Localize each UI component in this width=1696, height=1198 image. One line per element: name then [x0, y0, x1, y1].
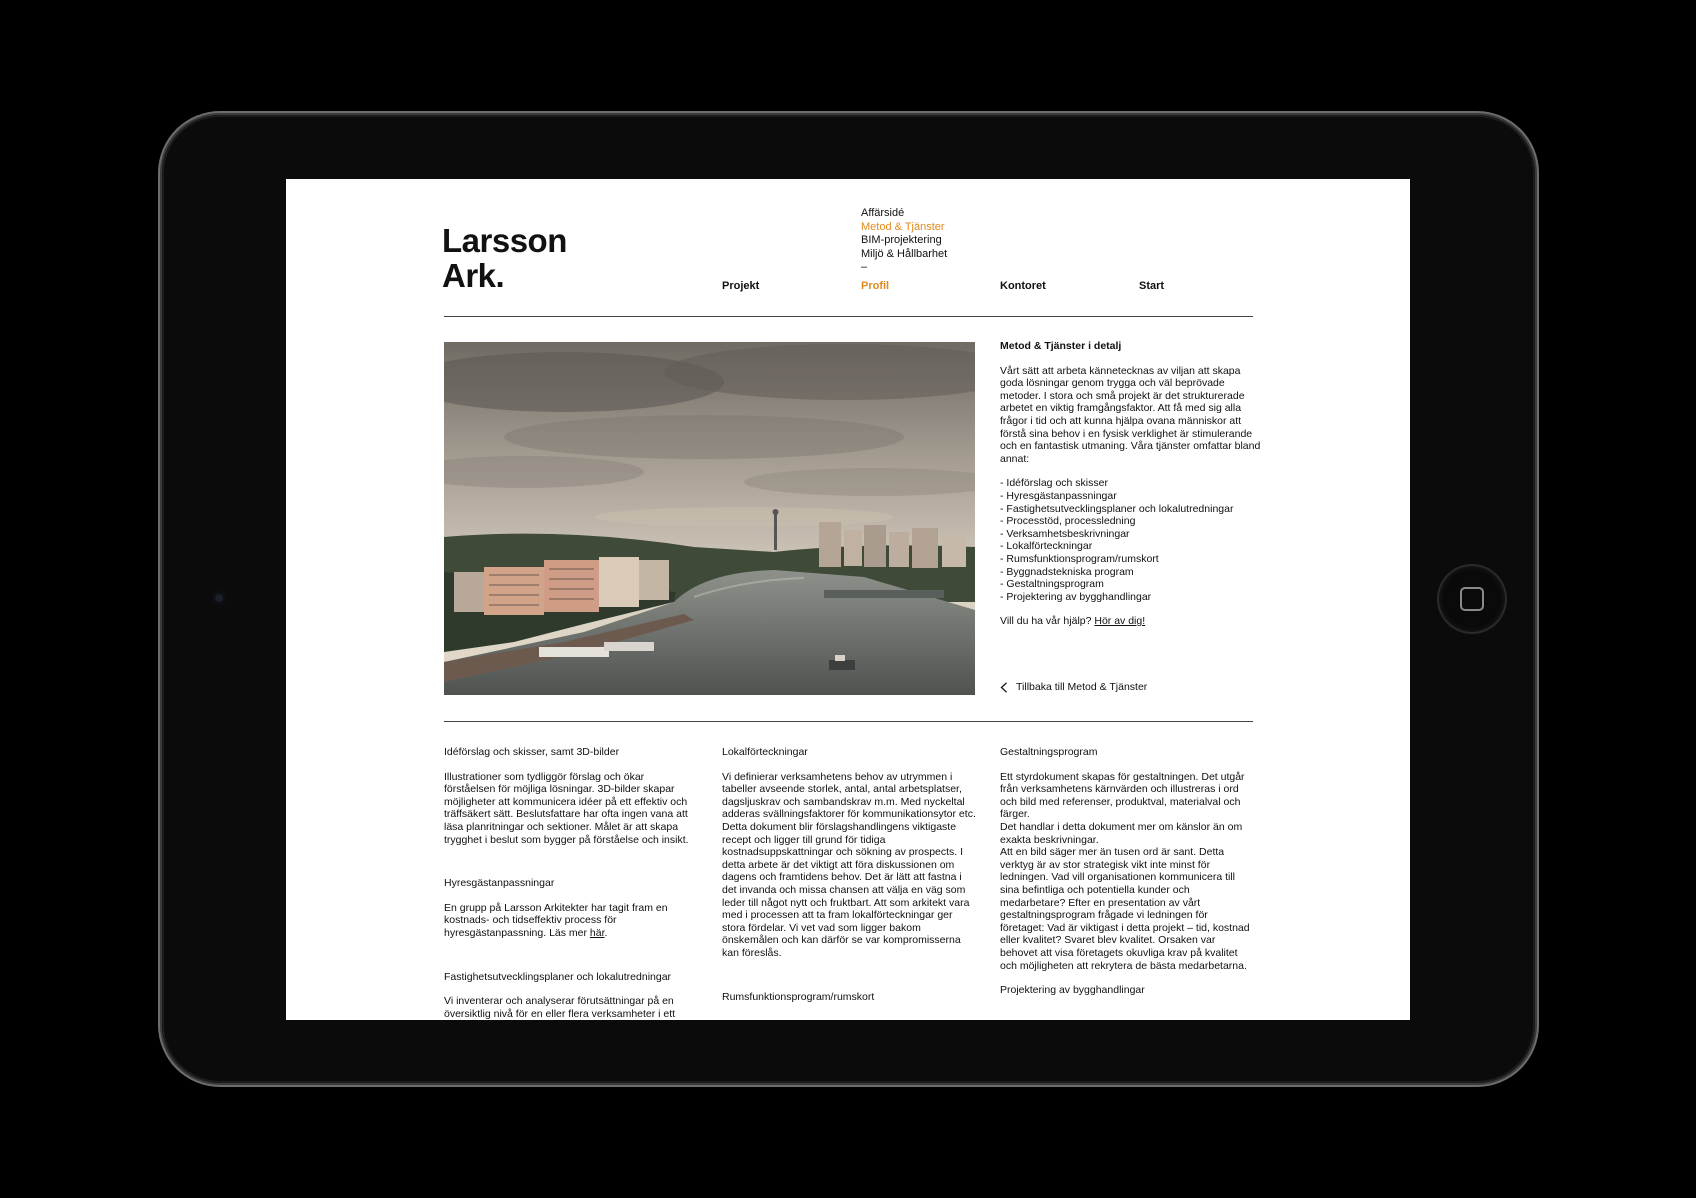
subnav-item-bim[interactable]: BIM-projektering [861, 234, 942, 246]
subnav-dash: – [861, 261, 868, 273]
nav-projekt[interactable]: Projekt [722, 280, 760, 292]
subnav-item-miljo[interactable]: Miljö & Hållbarhet [861, 247, 948, 260]
list-item: - Hyresgästanpassningar [1000, 489, 1117, 502]
section-title: Projektering av bygghandlingar [1000, 984, 1145, 997]
list-item: - Projektering av bygghandlingar [1000, 590, 1152, 603]
header-divider [444, 316, 1253, 317]
section-title: Gestaltningsprogram [1000, 746, 1098, 758]
section-title: Idéförslag och skisser, samt 3D-bilder [444, 746, 620, 758]
list-item: - Processtöd, processledning [1000, 515, 1136, 528]
nav-profil[interactable]: Profil [861, 280, 890, 292]
sub-navigation [861, 207, 947, 275]
contact-link[interactable]: Hör av dig! [1094, 615, 1146, 628]
screen [286, 179, 1410, 1020]
service-intro: Vårt sätt att arbeta kännetecknas av viljan att skapa goda lösningar genom trygga och väl beprövade metoder. I stora och små projekt är det strukturerade arbetet en viktig framgångsfaktor. Att få med sig alla frågor i tid och att kunna hjälpa ovana människor att förstå sina behov i en fysisk verklighet är stimulerande och en fantastisk utmaning. Våra tjänster omfattar bland annat: [1000, 364, 1261, 465]
logo[interactable] [442, 223, 567, 293]
section-body: Ett styrdokument skapas för gestaltningen. Det utgår från verksamhetens kärnvärden och illustreras i ord och bild med referenser, produktval, materialval och färger. [1000, 770, 1245, 821]
column-2 [722, 746, 976, 1015]
back-link-label: Tillbaka till Metod & Tjänster [1016, 681, 1148, 693]
list-item: - Byggnadstekniska program [1000, 565, 1134, 578]
list-item: - Verksamhetsbeskrivningar [1000, 527, 1130, 540]
camera-lens [212, 591, 226, 605]
chevron-left-icon [1000, 682, 1008, 693]
section-body: Detta dokument blir förslagshandlingens viktigaste recept och ligger till grund för tidiga kostnadsuppskattningar och sökning av prospects. I detta arbete är det viktigt att föra diskussionen om dagens och framtidens behov. Det är lätt att fastna i det invanda och missa chansen att välja en väg som leder till något nytt och fruktbart. Att som arkitekt vara med i processen att ta fram lokalförteckningar ger stora fördelar. Vi vet vad som ligger bakom önskemålen och kan därför se var kompromisserna kan föreslås. [722, 820, 970, 959]
list-item: - Idéförslag och skisser [1000, 477, 1108, 490]
section-title: Hyresgästanpassningar [444, 877, 555, 890]
nav-kontoret[interactable]: Kontoret [1000, 280, 1046, 292]
section-body: Illustrationer som tydliggör förslag och ökar förståelsen för möjliga lösningar. 3D-bilder skapar möjligheter att kommunicera idéer på ett effektiv och träffsäkert sätt. Beslutsfattare har ofta ingen vana att läsa planritningar och sektioner. Målet är att skapa trygghet i beslut som bygger på förståelse och insikt. [444, 770, 689, 846]
section-body: Det handlar i detta dokument mer om känslor än om exakta beskrivningar. [1000, 820, 1243, 846]
section-body: Att en bild säger mer än tusen ord är sant. Detta verktyg är av stor strategisk vikt inte minst för ledningen. Vad vill organisationen kommunicera till sina befintliga och potentiella kunder och medarbetare? Efter en presentation av vårt gestaltningsprogram frågade vi ledningen för företaget: Vad är viktigast i detta projekt – tid, kostnad eller kvalitet? Svaret blev kvalitet. Orsaken var behovet att visa företagets okuvliga krav på kvalitet och möjligheten att rekrytera de bästa medarbetarna. [1000, 846, 1250, 972]
section-body: Vi inventerar och analyserar förutsättningar på en översiktlig nivå för en eller flera verksamheter i ett [444, 995, 676, 1020]
list-item: - Fastighetsutvecklingsplaner och lokalutredningar [1000, 502, 1234, 515]
logo-line-1: Larsson [442, 222, 567, 259]
read-more-link[interactable]: här [589, 926, 605, 939]
city-river-photo [444, 342, 975, 695]
subnav-item-metod-tjanster[interactable]: Metod & Tjänster [861, 220, 945, 233]
column-3 [1000, 746, 1254, 1009]
nav-start[interactable]: Start [1139, 280, 1165, 292]
help-line [1000, 615, 1262, 628]
section-title: Fastighetsutvecklingsplaner och lokalutredningar [444, 970, 672, 983]
content-divider [444, 721, 1253, 722]
subnav-item-affarside[interactable]: Affärsidé [861, 207, 905, 219]
list-item: - Lokalförteckningar [1000, 540, 1093, 553]
services-list [1000, 477, 1262, 603]
help-text: Vill du ha vår hjälp? [1000, 615, 1092, 628]
period: . [604, 926, 608, 939]
section-body [444, 902, 698, 940]
home-button[interactable] [1439, 566, 1505, 632]
logo-line-2: Ark. [442, 257, 505, 294]
column-1 [444, 746, 698, 1020]
service-detail-panel [1000, 340, 1262, 640]
section-title: Lokalförteckningar [722, 746, 808, 758]
section-title: Rumsfunktionsprogram/rumskort [722, 990, 875, 1003]
back-link[interactable] [1000, 681, 1147, 693]
home-square-icon [1460, 587, 1484, 611]
section-body-text: En grupp på Larsson Arkitekter har tagit fram en kostnads- och tidseffektiv process för hyresgästanpassning. Läs mer [444, 901, 668, 939]
service-detail-title: Metod & Tjänster i detalj [1000, 340, 1122, 352]
list-item: - Gestaltningsprogram [1000, 578, 1104, 591]
list-item: - Rumsfunktionsprogram/rumskort [1000, 552, 1159, 565]
section-body: Vi definierar verksamhetens behov av utrymmen i tabeller avseende storlek, antal, antal arbetsplatser, dagsljuskrav och sambandskrav m.m. Med nyckeltal adderas svällningsfaktorer för kommunikationsytor etc. [722, 770, 976, 821]
